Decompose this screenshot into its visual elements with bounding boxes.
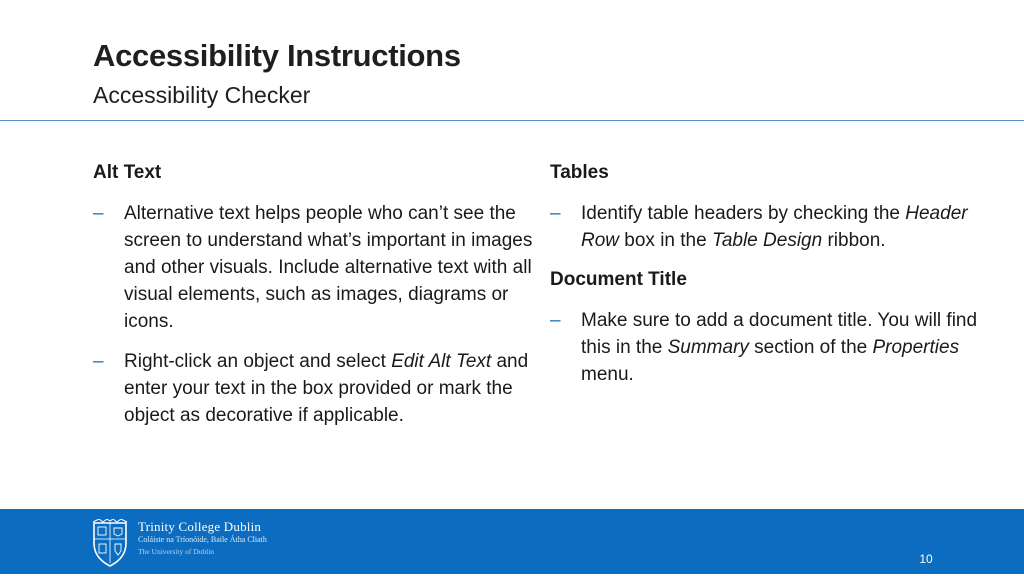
doc-title-item-text-2: section of the [748, 337, 873, 358]
dash-bullet-icon: – [550, 310, 561, 331]
list-item [93, 348, 533, 429]
doc-title-item-text-1: Make sure to add a document title. You will find this in the [581, 310, 978, 358]
tables-item-text-1: Identify table headers by checking the [581, 203, 906, 224]
page-number: 10 [919, 552, 933, 566]
list-item [93, 200, 533, 335]
slide-subtitle: Accessibility Checker [93, 82, 311, 108]
dash-bullet-icon: – [93, 203, 104, 224]
doc-title-item-text-3: menu. [581, 364, 634, 385]
alt-text-heading: Alt Text [93, 162, 162, 183]
university-irish-name: Coláiste na Tríonóide, Baile Átha Cliath [138, 535, 267, 544]
alt-text-item-1-text: Alternative text helps people who can’t see the screen to understand what’s important in images and other visuals. Include alternative text with all visual elements, such as images, diagrams or icons. [124, 203, 533, 332]
right-column [550, 160, 1000, 401]
document-title-heading: Document Title [550, 269, 687, 290]
university-subtitle: The University of Dublin [138, 547, 215, 556]
tables-item-text-2: box in the [619, 230, 712, 251]
alt-text-item-2-after: and enter your text in the box provided or mark the object as decorative if applicable. [124, 351, 529, 426]
dash-bullet-icon: – [550, 203, 561, 224]
left-column [93, 160, 533, 442]
doc-title-item-em-1: Summary [667, 337, 749, 358]
university-crest-icon [91, 519, 129, 567]
tables-item-text-3: ribbon. [822, 230, 886, 251]
header-divider [0, 120, 1024, 121]
dash-bullet-icon: – [93, 351, 104, 372]
university-name: Trinity College Dublin [138, 519, 262, 534]
list-item [550, 200, 1000, 254]
doc-title-item-em-2: Properties [872, 337, 960, 358]
slide-title: Accessibility Instructions [93, 38, 461, 73]
list-item [550, 307, 1000, 388]
tables-item-em-1: Header Row [581, 203, 968, 251]
tables-item-em-2: Table Design [711, 230, 823, 251]
alt-text-item-2-before: Right-click an object and select [124, 351, 392, 372]
tables-heading: Tables [550, 162, 609, 183]
alt-text-item-2-emphasis: Edit Alt Text [391, 351, 492, 372]
